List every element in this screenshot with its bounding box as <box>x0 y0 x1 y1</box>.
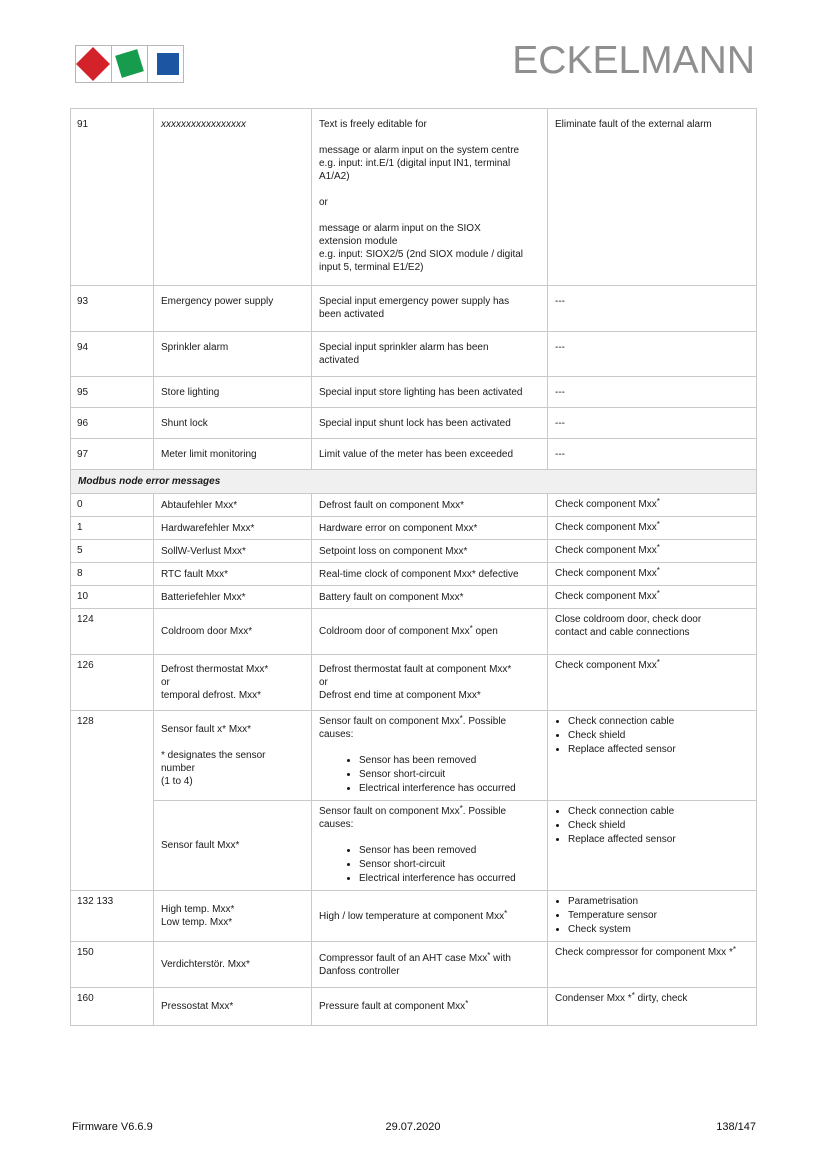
bullet-item: • Check shield <box>568 819 749 833</box>
cell-description <box>312 540 548 563</box>
cell-error-number: 160 <box>71 988 154 1026</box>
cell-error-number: 96 <box>71 408 154 439</box>
cell-description <box>312 517 548 540</box>
error-message-table <box>70 108 757 1026</box>
text-block: Defrost fault on component Mxx* <box>319 499 465 511</box>
bullet-item: • Sensor has been removed <box>359 754 540 768</box>
text-block: Coldroom door Mxx* <box>161 626 253 637</box>
text-block: Batteriefehler Mxx* <box>161 591 246 603</box>
cell-remedy <box>548 801 757 891</box>
text-block: --- <box>555 342 565 353</box>
text-block: Check component Mxx* <box>555 566 660 579</box>
cell-error-number: 8 <box>71 563 154 586</box>
cell-error-text <box>154 517 312 540</box>
cell-error-text <box>154 988 312 1026</box>
cell-error-text <box>154 609 312 655</box>
table-row <box>71 711 757 801</box>
text-block: Close coldroom door, check door contact and cable connections <box>555 614 702 638</box>
text-block: * designates the sensor number (1 to 4) <box>161 750 266 787</box>
text-block: Shunt lock <box>161 418 208 429</box>
text-block: Check component Mxx* <box>555 658 660 671</box>
text-block: Sprinkler alarm <box>161 342 229 353</box>
bullet-list <box>555 805 749 847</box>
cell-description <box>312 609 548 655</box>
bullet-list <box>555 715 749 757</box>
text-block: Check component Mxx* <box>555 497 660 510</box>
cell-error-text <box>154 494 312 517</box>
text-block: High temp. Mxx* Low temp. Mxx* <box>161 904 235 928</box>
table-row <box>71 655 757 711</box>
bullet-item: • Electrical interference has occurred <box>359 872 540 886</box>
table-row <box>71 109 757 286</box>
cell-description <box>312 711 548 801</box>
text-block: Limit value of the meter has been exceeded <box>319 449 514 460</box>
cell-description <box>312 563 548 586</box>
cell-error-text <box>154 942 312 988</box>
text-block: Setpoint loss on component Mxx* <box>319 545 468 557</box>
text-block: Check component Mxx* <box>555 543 660 556</box>
table-row <box>71 563 757 586</box>
cell-description <box>312 494 548 517</box>
text-block: message or alarm input on the system centre e.g. input: int.E/1 (digital input IN1, terminal A1/A2) <box>319 145 520 182</box>
cell-error-text <box>154 655 312 711</box>
cell-error-number: 95 <box>71 377 154 408</box>
bullet-list <box>319 754 540 796</box>
cell-remedy <box>548 286 757 332</box>
cell-error-text <box>154 408 312 439</box>
text-block: Sensor fault Mxx* <box>161 840 240 851</box>
table-section-header-row <box>71 470 757 494</box>
cell-remedy <box>548 609 757 655</box>
cell-description <box>312 439 548 470</box>
cell-description <box>312 988 548 1026</box>
table-row <box>71 286 757 332</box>
cell-remedy <box>548 540 757 563</box>
text-block: --- <box>555 449 565 460</box>
text-block: --- <box>555 296 565 307</box>
bullet-item: • Replace affected sensor <box>568 833 749 847</box>
footer-page-number: 138/147 <box>716 1121 756 1133</box>
text-block: Verdichterstör. Mxx* <box>161 959 250 970</box>
text-block: SollW-Verlust Mxx* <box>161 545 246 557</box>
bullet-item: • Sensor has been removed <box>359 844 540 858</box>
cell-error-number: 91 <box>71 109 154 286</box>
cell-description <box>312 801 548 891</box>
bullet-item: • Sensor short-circuit <box>359 858 540 872</box>
text-block: Condenser Mxx ** dirty, check <box>555 991 688 1004</box>
text-block: Sensor fault on component Mxx*. Possible causes: <box>319 804 507 830</box>
text-block: Special input shunt lock has been activated <box>319 418 511 429</box>
cell-description <box>312 408 548 439</box>
table-row <box>71 540 757 563</box>
cell-remedy <box>548 439 757 470</box>
red-diamond-icon <box>76 47 110 81</box>
cell-remedy <box>548 586 757 609</box>
bullet-item: • Temperature sensor <box>568 909 749 923</box>
text-block: Hardware error on component Mxx* <box>319 522 478 534</box>
text-block: Check compressor for component Mxx ** <box>555 945 736 958</box>
table-row <box>71 408 757 439</box>
text-block: --- <box>555 418 565 429</box>
cell-error-number: 94 <box>71 332 154 377</box>
cell-remedy <box>548 942 757 988</box>
cell-error-text <box>154 332 312 377</box>
cell-error-number: 93 <box>71 286 154 332</box>
text-block: Abtaufehler Mxx* <box>161 499 238 511</box>
text-block: Battery fault on component Mxx* <box>319 591 464 603</box>
cell-error-number: 128 <box>71 711 154 891</box>
bullet-item: • Electrical interference has occurred <box>359 782 540 796</box>
table-row <box>71 891 757 942</box>
cell-error-text <box>154 586 312 609</box>
table-row <box>71 332 757 377</box>
text-block: xxxxxxxxxxxxxxxxx <box>161 119 246 130</box>
cell-remedy <box>548 494 757 517</box>
bullet-list <box>319 844 540 886</box>
bullet-item: • Parametrisation <box>568 895 749 909</box>
cell-description <box>312 655 548 711</box>
text-block: Compressor fault of an AHT case Mxx* with Danfoss controller <box>319 950 511 977</box>
cell-error-text <box>154 540 312 563</box>
text-block: Special input sprinkler alarm has been activated <box>319 342 489 366</box>
section-header-label: Modbus node error messages <box>71 470 757 494</box>
table-row <box>71 988 757 1026</box>
cell-description <box>312 942 548 988</box>
cell-description <box>312 109 548 286</box>
cell-error-number: 0 <box>71 494 154 517</box>
footer-firmware-version: Firmware V6.6.9 <box>72 1121 153 1133</box>
cell-remedy <box>548 563 757 586</box>
text-block: Special input store lighting has been activated <box>319 387 523 398</box>
cell-remedy <box>548 711 757 801</box>
text-block: Pressostat Mxx* <box>161 1001 234 1012</box>
text-block: --- <box>555 387 565 398</box>
cell-remedy <box>548 988 757 1026</box>
cell-error-text <box>154 377 312 408</box>
eckelmann-logo <box>75 45 183 83</box>
cell-description <box>312 891 548 942</box>
cell-error-text <box>154 109 312 286</box>
table-row <box>71 942 757 988</box>
cell-error-number: 5 <box>71 540 154 563</box>
cell-description <box>312 586 548 609</box>
cell-error-number: 124 <box>71 609 154 655</box>
text-block: RTC fault Mxx* <box>161 568 229 580</box>
cell-description <box>312 332 548 377</box>
text-block: Meter limit monitoring <box>161 449 257 460</box>
bullet-item: • Check shield <box>568 729 749 743</box>
bullet-list <box>555 895 749 937</box>
cell-remedy <box>548 377 757 408</box>
text-block: Sensor fault on component Mxx*. Possible causes: <box>319 714 507 740</box>
cell-error-number: 132 133 <box>71 891 154 942</box>
cell-remedy <box>548 332 757 377</box>
footer-date: 29.07.2020 <box>385 1121 441 1133</box>
text-block: Defrost thermostat Mxx* or temporal defrost. Mxx* <box>161 664 269 701</box>
cell-description <box>312 286 548 332</box>
bullet-item: • Replace affected sensor <box>568 743 749 757</box>
cell-error-number: 150 <box>71 942 154 988</box>
text-block: Real-time clock of component Mxx* defective <box>319 568 519 580</box>
text-block: High / low temperature at component Mxx* <box>319 908 508 922</box>
text-block: Sensor fault x* Mxx* <box>161 724 252 735</box>
bullet-item: • Check connection cable <box>568 805 749 819</box>
table-row <box>71 517 757 540</box>
text-block: Pressure fault at component Mxx* <box>319 999 469 1012</box>
cell-remedy <box>548 655 757 711</box>
cell-error-text <box>154 891 312 942</box>
cell-error-number: 10 <box>71 586 154 609</box>
text-block: Hardwarefehler Mxx* <box>161 522 255 534</box>
text-block: Check component Mxx* <box>555 520 660 533</box>
green-square-icon <box>115 49 144 78</box>
cell-remedy <box>548 109 757 286</box>
cell-error-number: 97 <box>71 439 154 470</box>
text-block: or <box>319 197 328 208</box>
table-row <box>71 439 757 470</box>
text-block: Coldroom door of component Mxx* open <box>319 624 498 637</box>
cell-remedy <box>548 891 757 942</box>
table-row <box>71 609 757 655</box>
logo-cell-blue <box>147 45 184 83</box>
cell-error-text <box>154 439 312 470</box>
logo-cell-green <box>111 45 148 83</box>
bullet-item: • Sensor short-circuit <box>359 768 540 782</box>
cell-error-text <box>154 801 312 891</box>
cell-error-number: 126 <box>71 655 154 711</box>
cell-error-text <box>154 286 312 332</box>
text-block: Text is freely editable for <box>319 119 427 130</box>
text-block: Emergency power supply <box>161 296 274 307</box>
bullet-item: • Check connection cable <box>568 715 749 729</box>
text-block: Store lighting <box>161 387 220 398</box>
text-block: Eliminate fault of the external alarm <box>555 119 712 130</box>
blue-square-icon <box>157 53 179 75</box>
table-row <box>71 494 757 517</box>
cell-error-text <box>154 563 312 586</box>
cell-description <box>312 377 548 408</box>
logo-cell-red <box>75 45 112 83</box>
cell-error-text <box>154 711 312 801</box>
bullet-item: • Check system <box>568 923 749 937</box>
table-row <box>71 377 757 408</box>
cell-remedy <box>548 408 757 439</box>
text-block: Check component Mxx* <box>555 589 660 602</box>
cell-remedy <box>548 517 757 540</box>
text-block: message or alarm input on the SIOX extension module e.g. input: SIOX2/5 (2nd SIOX module / digital input 5, terminal E1/E2) <box>319 223 524 273</box>
text-block: Special input emergency power supply has been activated <box>319 296 510 320</box>
table-row <box>71 586 757 609</box>
cell-error-number: 1 <box>71 517 154 540</box>
text-block: Defrost thermostat fault at component Mxx* or Defrost end time at component Mxx* <box>319 664 512 701</box>
table-row <box>71 801 757 891</box>
eckelmann-wordmark: ECKELMANN <box>512 39 755 82</box>
